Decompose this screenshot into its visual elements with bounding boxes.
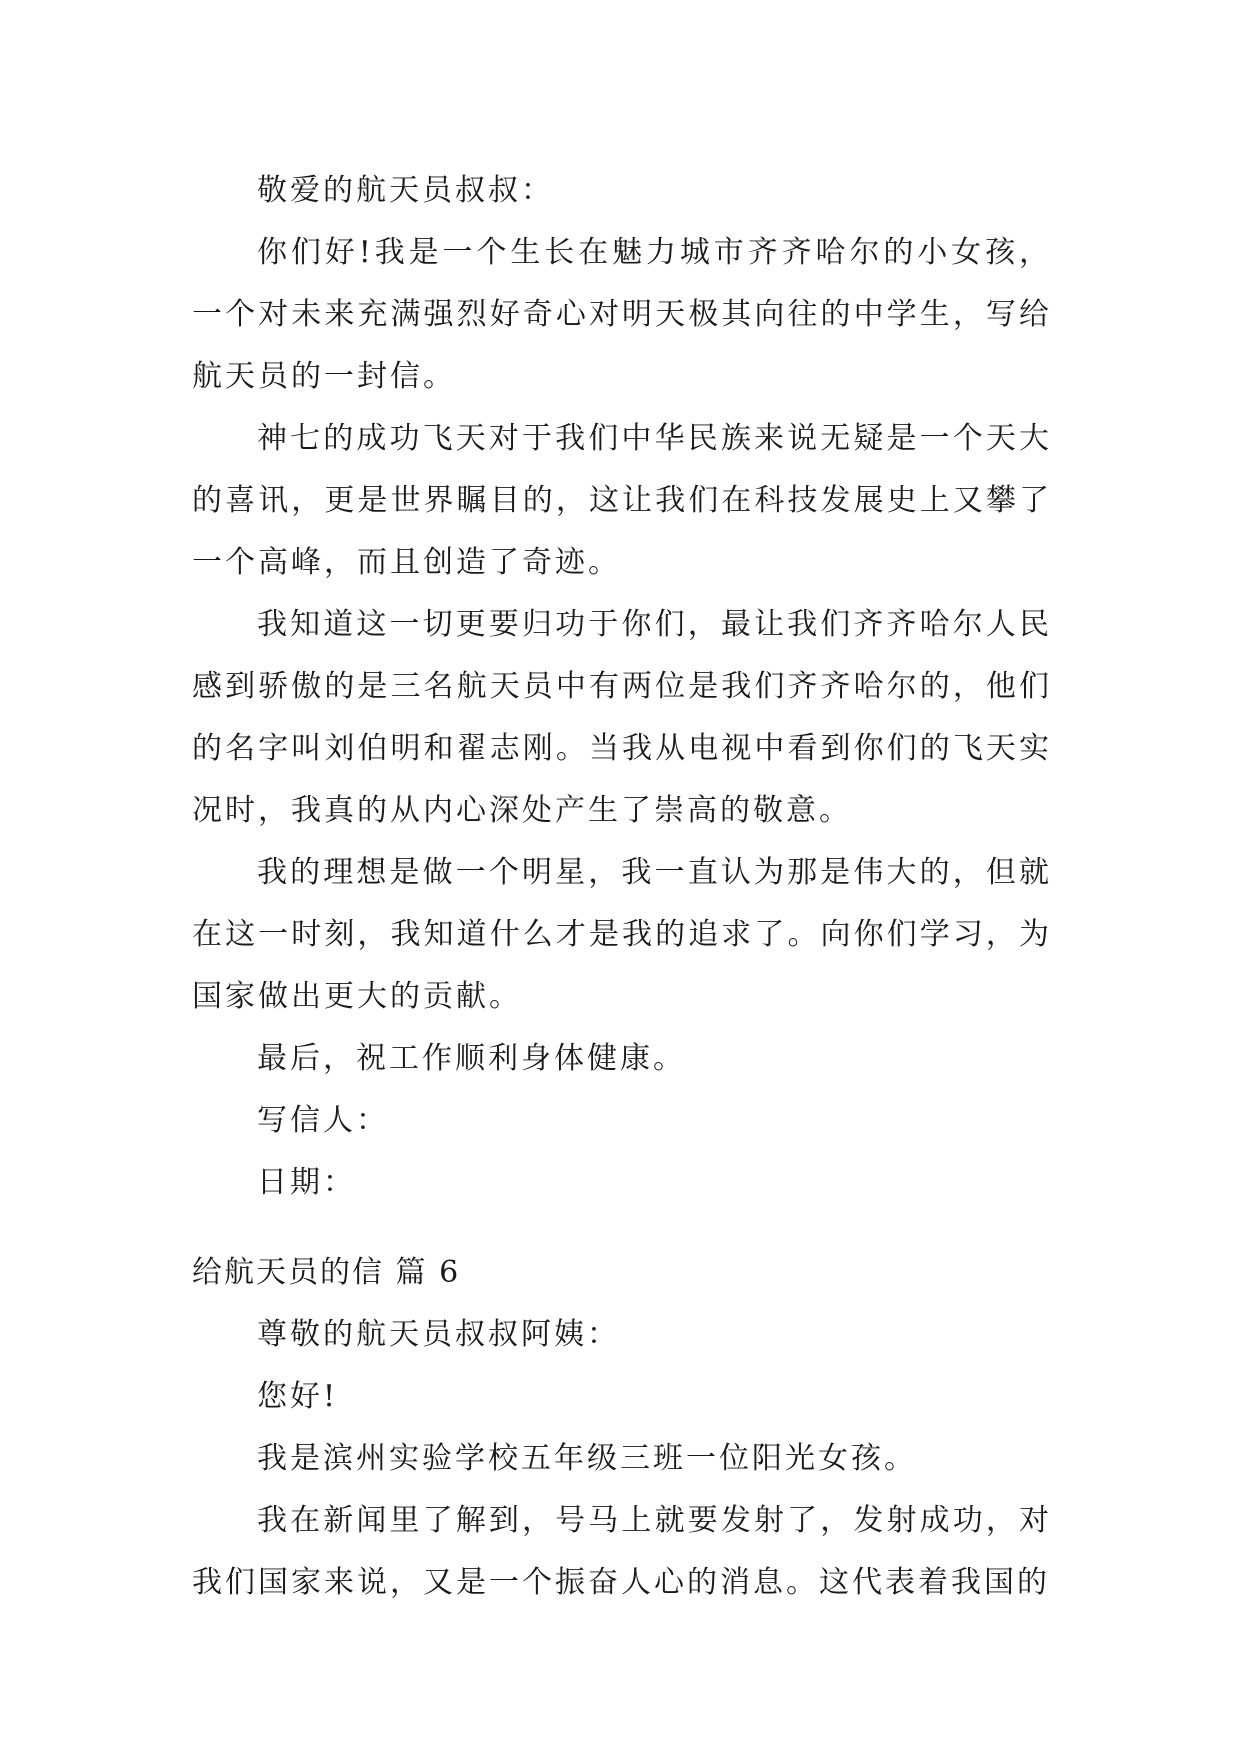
letter6-salutation: 尊敬的航天员叔叔阿姨： [257, 1317, 620, 1352]
letter5-date-label: 日期： [257, 1165, 356, 1200]
letter5-closing: 最后，祝工作顺利身体健康。 [257, 1041, 686, 1076]
letter6-paragraph: 我是滨州实验学校五年级三班一位阳光女孩。 [257, 1441, 917, 1476]
document-page [192, 160, 1052, 1614]
letter5-paragraph: 我的理想是做一个明星，我一直认为那是伟大的，但就在这一时刻，我知道什么才是我的追求了。向你们学习，为国家做出更大的贡献。 [192, 855, 1052, 1014]
letter5-writer-label: 写信人： [257, 1103, 389, 1138]
letter5-paragraph: 你们好!我是一个生长在魅力城市齐齐哈尔的小女孩，一个对未来充满强烈好奇心对明天极其向往的中学生，写给航天员的一封信。 [192, 235, 1052, 394]
letter5-paragraph: 我知道这一切更要归功于你们，最让我们齐齐哈尔人民感到骄傲的是三名航天员中有两位是我们齐齐哈尔的，他们的名字叫刘伯明和翟志刚。当我从电视中看到你们的飞天实况时，我真的从内心深处产生了崇高的敬意。 [192, 607, 1052, 828]
letter6-heading: 给航天员的信 篇 6 [192, 1255, 461, 1290]
letter6-paragraph: 我在新闻里了解到，号马上就要发射了，发射成功，对我们国家来说，又是一个振奋人心的消息。这代表着我国的 [192, 1503, 1052, 1600]
letter6-greeting: 您好! [257, 1379, 339, 1414]
letter5-salutation: 敬爱的航天员叔叔： [257, 173, 554, 208]
letter5-paragraph: 神七的成功飞天对于我们中华民族来说无疑是一个天大的喜讯，更是世界瞩目的，这让我们在科技发展史上又攀了一个高峰，而且创造了奇迹。 [192, 421, 1052, 580]
section-gap [192, 1214, 1052, 1242]
